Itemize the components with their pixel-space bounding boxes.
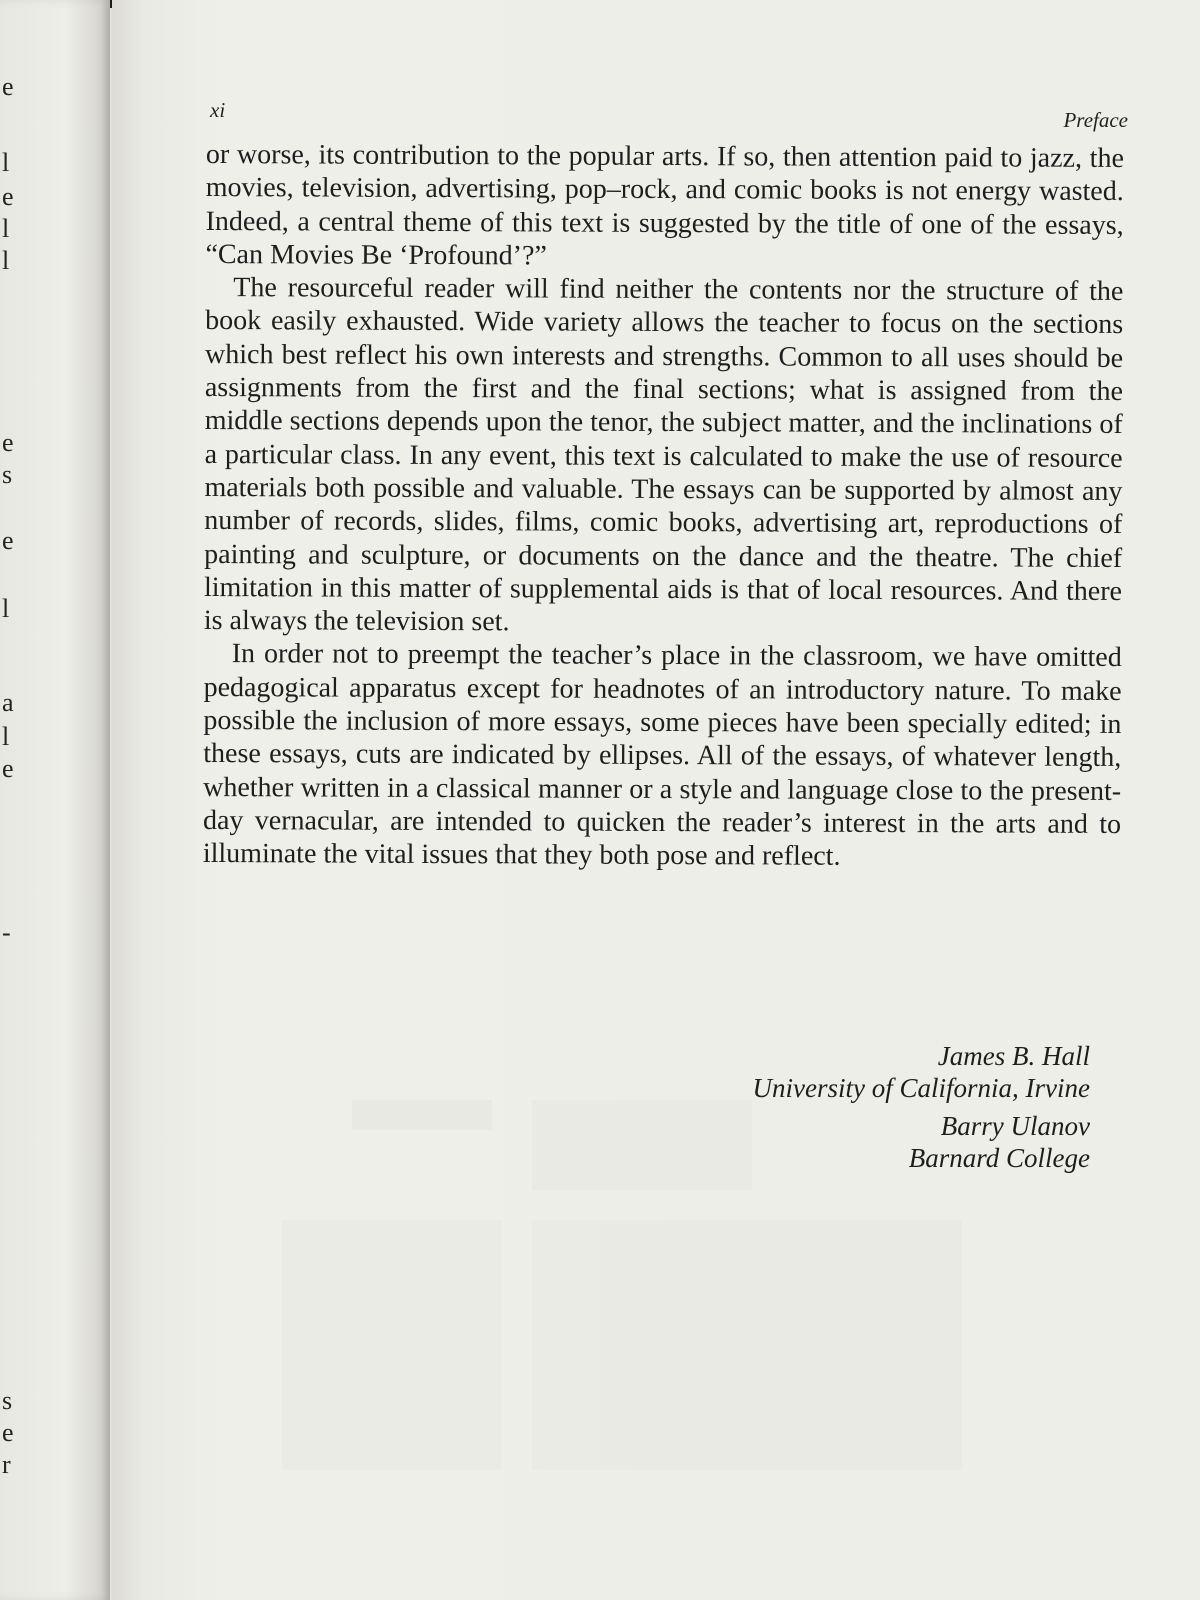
left-page-fragment: e — [2, 182, 14, 211]
left-page-fragment: l — [2, 148, 10, 177]
preface-body — [203, 138, 1124, 875]
left-page-edge — [0, 0, 110, 1600]
page-header — [210, 98, 1128, 134]
left-page-fragment: r — [2, 1450, 11, 1479]
left-page-fragment: s — [2, 1386, 13, 1415]
show-through-block — [282, 1220, 502, 1470]
signature-block — [753, 1110, 1090, 1174]
paragraph: or worse, its contribution to the popular arts. If so, then attention paid to jazz, the movies, television, advertising, pop–rock, and comic books is not energy wasted. Indeed, a central theme of this text is suggested by the title of one of the essays, “Can Movies Be ‘Profound’?” — [205, 138, 1124, 272]
left-page-fragment: e — [2, 754, 14, 783]
running-head: Preface — [1063, 108, 1128, 132]
left-page-fragment: e — [2, 428, 14, 457]
show-through-block — [532, 1220, 962, 1470]
left-page-fragment: l — [2, 594, 10, 623]
page-number: xi — [210, 98, 226, 122]
show-through-block — [532, 1100, 752, 1190]
left-page-fragment: e — [2, 72, 14, 101]
author-affiliation: University of California, Irvine — [752, 1073, 1090, 1103]
paragraph: In order not to preempt the teacher’s place in the classroom, we have omitted pedagogical apparatus except for headnotes of an introductory nature. To make possible the inclusion of more essays, some pieces have been specially edited; in these essays, cuts are indicated by ellipses. All of the essays, of whatever length, whether written in a classical manner or a style and language close to the present-day vernacular, are intended to quicken the reader’s interest in the arts and to illuminate the vital issues that they both pose and reflect. — [202, 638, 1122, 873]
show-through-block — [352, 1100, 492, 1130]
left-page-fragment: e — [2, 1418, 14, 1447]
left-page-fragment: - — [2, 918, 11, 947]
left-page-fragment: a — [2, 688, 14, 717]
paragraph: The resourceful reader will find neither the contents nor the structure of the book easily exhausted. Wide variety allows the teacher to focus on the sections which best reflect his own interests and strengths. Common to all uses should be assignments from the first and the final sections; what is assigned from the middle sections depends upon the tenor, the subject matter, and the inclinations of a particular class. In any event, this text is calculated to make the use of resource materials both possible and valuable. The essays can be supported by almost any number of records, slides, films, comic books, advertising art, reproductions of painting and sculpture, or documents on the dance and the theatre. The chief limitation in this matter of supplemental aids is that of local resources. And there is always the television set. — [203, 272, 1124, 638]
signatures — [753, 1040, 1090, 1180]
author-name: Barry Ulanov — [940, 1111, 1090, 1141]
right-page — [112, 0, 1200, 1600]
signature-block — [753, 1040, 1090, 1104]
left-page-fragment: s — [2, 460, 13, 489]
left-page-fragment: l — [2, 214, 10, 243]
left-page-fragment: e — [2, 526, 14, 555]
left-page-fragment: l — [2, 246, 10, 275]
left-page-fragment: l — [2, 722, 10, 751]
author-name: James B. Hall — [937, 1041, 1090, 1071]
author-affiliation: Barnard College — [908, 1143, 1090, 1173]
